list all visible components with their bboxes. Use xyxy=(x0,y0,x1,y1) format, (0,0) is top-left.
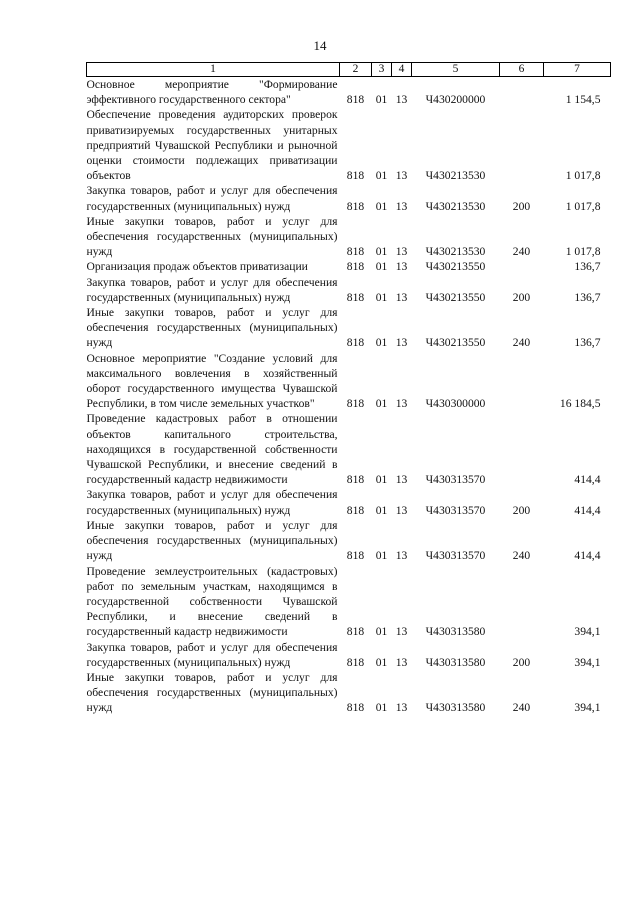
row-target-article-cell: Ч430313580 xyxy=(425,625,486,639)
row-expense-type-cell: 200 xyxy=(512,503,531,517)
table-row xyxy=(87,214,611,260)
row-amount-cell: 414,4 xyxy=(574,473,601,487)
row-grbs-cell: 818 xyxy=(346,655,365,669)
row-target-article-cell: Ч430213550 xyxy=(425,260,486,274)
row-section-cell: 01 xyxy=(375,290,388,304)
row-section-cell: 01 xyxy=(375,503,388,517)
column-header: 5 xyxy=(412,63,500,77)
row-name-cell: Обеспечение проведения аудиторских проверок приватизируемых государственных унитарных предприятий Чувашской Республики и рыночной оценки стоимости подлежащих приватизации объектов xyxy=(86,108,338,183)
row-expense-type-cell: 240 xyxy=(512,549,531,563)
row-name-cell: Закупка товаров, работ и услуг для обеспечения государственных (муниципальных) нужд xyxy=(86,640,338,669)
row-target-article-cell: Ч430213530 xyxy=(425,245,486,259)
table-row xyxy=(87,487,611,517)
row-subsection-cell: 13 xyxy=(395,199,408,213)
table-row xyxy=(87,259,611,274)
row-target-article-cell: Ч430313570 xyxy=(425,503,486,517)
row-section-cell: 01 xyxy=(375,199,388,213)
budget-table xyxy=(86,62,611,716)
row-expense-type-cell xyxy=(500,411,544,487)
row-section-cell: 01 xyxy=(375,245,388,259)
row-expense-type-cell: 240 xyxy=(512,245,531,259)
row-target-article-cell: Ч430213550 xyxy=(425,336,486,350)
row-section-cell: 01 xyxy=(375,701,388,715)
row-expense-type-cell: 240 xyxy=(512,336,531,350)
row-amount-cell: 136,7 xyxy=(574,290,601,304)
row-section-cell: 01 xyxy=(375,169,388,183)
row-grbs-cell: 818 xyxy=(346,701,365,715)
row-subsection-cell: 13 xyxy=(395,503,408,517)
row-subsection-cell: 13 xyxy=(395,549,408,563)
row-section-cell: 01 xyxy=(375,625,388,639)
row-subsection-cell: 13 xyxy=(395,169,408,183)
row-name-cell: Закупка товаров, работ и услуг для обеспечения государственных (муниципальных) нужд xyxy=(86,488,338,517)
row-name-cell: Иные закупки товаров, работ и услуг для обеспечения государственных (муниципальных) нужд xyxy=(86,518,338,563)
row-expense-type-cell: 200 xyxy=(512,655,531,669)
table-row xyxy=(87,670,611,716)
row-target-article-cell: Ч430213530 xyxy=(425,199,486,213)
row-amount-cell: 414,4 xyxy=(574,549,601,563)
row-expense-type-cell: 200 xyxy=(512,199,531,213)
table-body xyxy=(87,77,611,716)
row-section-cell: 01 xyxy=(375,93,388,107)
row-subsection-cell: 13 xyxy=(395,260,408,274)
row-expense-type-cell xyxy=(500,107,544,183)
row-section-cell: 01 xyxy=(375,397,388,411)
column-header: 4 xyxy=(392,63,412,77)
row-target-article-cell: Ч430313580 xyxy=(425,655,486,669)
row-subsection-cell: 13 xyxy=(395,290,408,304)
row-subsection-cell: 13 xyxy=(395,245,408,259)
table-row xyxy=(87,183,611,213)
table-row xyxy=(87,77,611,108)
table-row xyxy=(87,518,611,564)
row-target-article-cell: Ч430213550 xyxy=(425,290,486,304)
row-amount-cell: 1 017,8 xyxy=(565,245,601,259)
page-number: 14 xyxy=(313,38,327,53)
row-subsection-cell: 13 xyxy=(395,473,408,487)
row-subsection-cell: 13 xyxy=(395,336,408,350)
row-amount-cell: 16 184,5 xyxy=(559,397,601,411)
row-name-cell: Проведение кадастровых работ в отношении объектов капитального строительства, находящихся в государственной собственности Чувашской Республики, и внесение сведений в государственный кадастр недвижимости xyxy=(86,412,338,487)
row-expense-type-cell xyxy=(500,259,544,274)
row-target-article-cell: Ч430300000 xyxy=(425,397,486,411)
table-header-row xyxy=(87,63,611,77)
row-name-cell: Иные закупки товаров, работ и услуг для обеспечения государственных (муниципальных) нужд xyxy=(86,214,338,259)
row-name-cell: Проведение землеустроительных (кадастровых) работ по земельным участкам, находящимся в государственной собственности Чувашской Республики, и внесение сведений в государственный кадастр недвижимости xyxy=(86,564,338,639)
row-expense-type-cell: 240 xyxy=(512,701,531,715)
row-expense-type-cell xyxy=(500,564,544,640)
row-section-cell: 01 xyxy=(375,336,388,350)
row-amount-cell: 136,7 xyxy=(574,336,601,350)
row-amount-cell: 1 017,8 xyxy=(565,199,601,213)
row-grbs-cell: 818 xyxy=(346,245,365,259)
row-grbs-cell: 818 xyxy=(346,290,365,304)
row-amount-cell: 1 154,5 xyxy=(565,93,601,107)
row-target-article-cell: Ч430313580 xyxy=(425,701,486,715)
row-grbs-cell: 818 xyxy=(346,93,365,107)
row-amount-cell: 136,7 xyxy=(574,260,601,274)
row-subsection-cell: 13 xyxy=(395,701,408,715)
row-subsection-cell: 13 xyxy=(395,93,408,107)
row-grbs-cell: 818 xyxy=(346,169,365,183)
table-row xyxy=(87,564,611,640)
row-grbs-cell: 818 xyxy=(346,625,365,639)
row-section-cell: 01 xyxy=(375,473,388,487)
table-row xyxy=(87,351,611,412)
row-grbs-cell: 818 xyxy=(346,503,365,517)
row-amount-cell: 394,1 xyxy=(574,655,601,669)
row-grbs-cell: 818 xyxy=(346,336,365,350)
row-amount-cell: 414,4 xyxy=(574,503,601,517)
row-name-cell: Основное мероприятие "Формирование эффективного государственного сектора" xyxy=(86,78,338,107)
row-grbs-cell: 818 xyxy=(346,199,365,213)
row-amount-cell: 1 017,8 xyxy=(565,169,601,183)
row-target-article-cell: Ч430313570 xyxy=(425,549,486,563)
row-amount-cell: 394,1 xyxy=(574,701,601,715)
row-name-cell: Основное мероприятие "Создание условий для максимального вовлечения в хозяйственный оборот государственного имущества Чувашской Республики, в том числе земельных участков" xyxy=(86,351,338,411)
table-row xyxy=(87,411,611,487)
row-name-cell: Организация продаж объектов приватизации xyxy=(86,260,308,274)
column-header: 6 xyxy=(500,63,544,77)
row-subsection-cell: 13 xyxy=(395,625,408,639)
table-row xyxy=(87,275,611,305)
table-row xyxy=(87,640,611,670)
row-grbs-cell: 818 xyxy=(346,473,365,487)
row-name-cell: Иные закупки товаров, работ и услуг для обеспечения государственных (муниципальных) нужд xyxy=(86,306,338,350)
row-grbs-cell: 818 xyxy=(346,549,365,563)
row-expense-type-cell xyxy=(500,77,544,108)
row-target-article-cell: Ч430200000 xyxy=(425,93,486,107)
column-header: 1 xyxy=(87,63,340,77)
row-name-cell: Закупка товаров, работ и услуг для обеспечения государственных (муниципальных) нужд xyxy=(86,184,338,213)
column-header: 3 xyxy=(372,63,392,77)
row-expense-type-cell: 200 xyxy=(512,290,531,304)
column-header: 7 xyxy=(544,63,611,77)
row-grbs-cell: 818 xyxy=(346,397,365,411)
row-expense-type-cell xyxy=(500,351,544,412)
row-target-article-cell: Ч430213530 xyxy=(425,169,486,183)
table-row xyxy=(87,305,611,351)
table-row xyxy=(87,107,611,183)
row-amount-cell: 394,1 xyxy=(574,625,601,639)
row-grbs-cell: 818 xyxy=(346,260,365,274)
row-section-cell: 01 xyxy=(375,549,388,563)
row-section-cell: 01 xyxy=(375,260,388,274)
row-name-cell: Закупка товаров, работ и услуг для обеспечения государственных (муниципальных) нужд xyxy=(86,275,338,304)
row-target-article-cell: Ч430313570 xyxy=(425,473,486,487)
row-subsection-cell: 13 xyxy=(395,655,408,669)
row-subsection-cell: 13 xyxy=(395,397,408,411)
row-name-cell: Иные закупки товаров, работ и услуг для обеспечения государственных (муниципальных) нужд xyxy=(86,670,338,715)
column-header: 2 xyxy=(340,63,372,77)
row-section-cell: 01 xyxy=(375,655,388,669)
